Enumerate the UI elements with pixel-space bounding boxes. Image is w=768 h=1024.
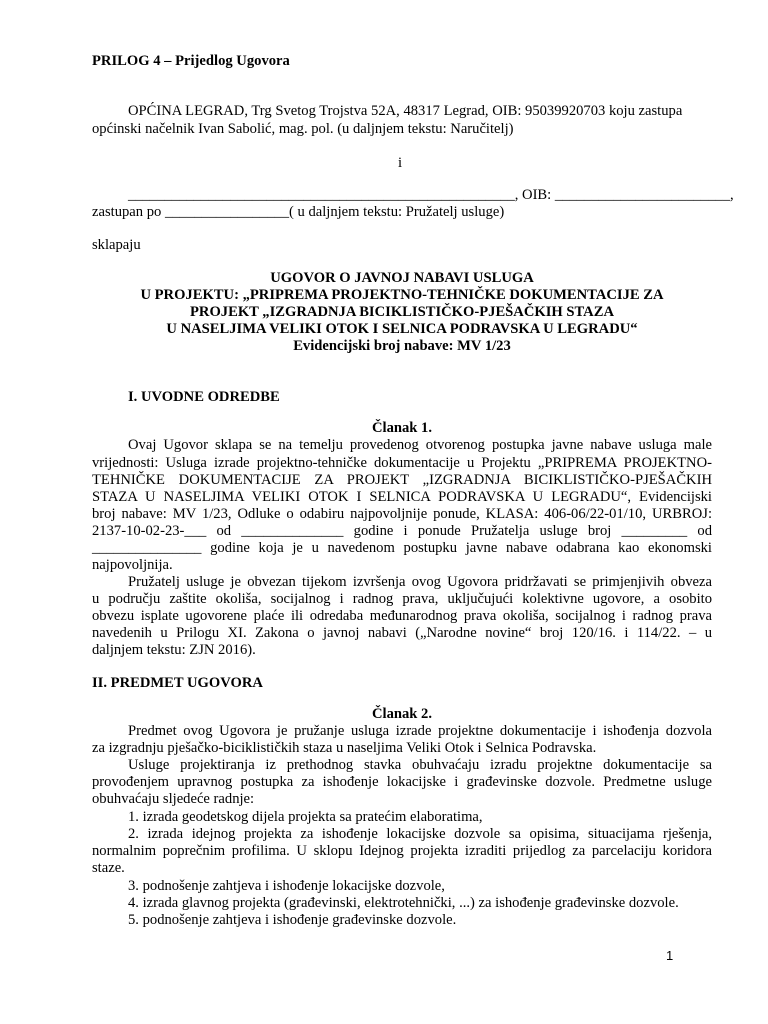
paragraph-line: obvezu isplate ugovorene plaće ili odredaba međunarodnog prava okoliša, socijalnog i radnog prava (92, 608, 712, 624)
paragraph-line: daljnjem tekstu: ZJN 2016). (92, 642, 256, 658)
annex-title: PRILOG 4 – Prijedlog Ugovora (92, 53, 290, 69)
contract-title-line: UGOVOR O JAVNOJ NABAVI USLUGA (270, 270, 534, 286)
list-item: 4. izrada glavnog projekta (građevinski, elektrotehnički, ...) za ishođenje građevinske dozvole. (128, 895, 679, 911)
paragraph-line: Pružatelj usluge je obvezan tijekom izvršenja ovog Ugovora pridržavati se primjenjivih obveza (128, 574, 712, 590)
party1-line: OPĆINA LEGRAD, Trg Svetog Trojstva 52A, 48317 Legrad, OIB: 95039920703 koju zastupa (128, 103, 683, 119)
paragraph-line: navedenih u Prilogu XI. Zakona o javnoj nabavi („Narodne novine“ broj 120/16. i 114/22. – u (92, 625, 712, 641)
contract-title-line: U NASELJIMA VELIKI OTOK I SELNICA PODRAVSKA U LEGRADU“ (166, 321, 638, 337)
paragraph-line: obuhvaćaju sljedeće radnje: (92, 791, 255, 807)
list-item: 2. izrada idejnog projekta za ishođenje lokacijske dozvole sa opisima, situacijama rješenja, (128, 826, 712, 842)
paragraph-line: vrijednosti: Usluga izrade projektno-tehničke dokumentacije u Projektu „PRIPREMA PROJEKTNO- (92, 455, 712, 471)
conjunction: i (398, 155, 403, 171)
paragraph-line: Usluge projektiranja iz prethodnog stavka obuhvaćaju izradu projektne dokumentacije sa (128, 757, 712, 773)
paragraph-line: broj nabave: MV 1/23, Odluke o odabiru najpovoljnije ponude, KLASA: 406-06/22-01/10, URBROJ: (92, 506, 712, 522)
article-heading: Članak 2. (371, 706, 432, 722)
paragraph-line: Ovaj Ugovor sklapa se na temelju provedenog otvorenog postupka javne nabave usluga male (128, 437, 712, 453)
paragraph-line: najpovoljnija. (92, 557, 173, 573)
paragraph-line: Predmet ovog Ugovora je pružanje usluga izrade projektne dokumentacije i ishođenja dozvola (128, 723, 712, 739)
list-item: 3. podnošenje zahtjeva i ishođenje lokacijske dozvole, (128, 878, 445, 894)
article-heading: Članak 1. (371, 420, 432, 436)
contract-title-line: Evidencijski broj nabave: MV 1/23 (293, 338, 511, 354)
list-item: 5. podnošenje zahtjeva i ishođenje građevinske dozvole. (128, 912, 457, 928)
section-heading: I. UVODNE ODREDBE (128, 389, 280, 405)
paragraph-line: _______________ godine koja je u navedenom postupku javne nabave odabrana kao ekonomski (92, 540, 712, 556)
conclude-word: sklapaju (92, 237, 141, 253)
page-number: 1 (666, 948, 674, 963)
list-item: 1. izrada geodetskog dijela projekta sa pratećim elaboratima, (128, 809, 483, 825)
paragraph-line: provođenjem upravnog postupka za ishođenje lokacijske i građevinske dozvole. Predmetne usluge (92, 774, 712, 790)
party1-line: općinski načelnik Ivan Sabolić, mag. pol. (u daljnjem tekstu: Naručitelj) (92, 121, 514, 137)
list-item: staze. (92, 860, 125, 876)
paragraph-line: 2137-10-02-23-___ od ______________ godine i ponude Pružatelja usluge broj _________ od (92, 523, 712, 539)
contract-title-line: PROJEKT „IZGRADNJA BICIKLISTIČKO-PJEŠAČKIH STAZA (190, 304, 614, 320)
contract-title-line: U PROJEKTU: „PRIPREMA PROJEKTNO-TEHNIČKE DOKUMENTACIJE ZA (140, 287, 664, 303)
paragraph-line: STAZA U NASELJIMA VELIKI OTOK I SELNICA PODRAVSKA U LEGRADU“, Evidencijski (92, 489, 712, 505)
paragraph-line: TEHNIČKE DOKUMENTACIJE ZA PROJEKT „IZGRADNJA BICIKLISTIČKO-PJEŠAČKIH (92, 472, 712, 488)
paragraph-line: za izgradnju pješačko-biciklističkih staza u naseljima Veliki Otok i Selnica Podravska. (92, 740, 597, 756)
paragraph-line: u području zaštite okoliša, socijalnog i radnog prava, uključujući kolektivne ugovore, a osobito (92, 591, 712, 607)
party2-line: _____________________________________________________, OIB: ________________________, (128, 187, 734, 203)
party2-line: zastupan po _________________( u daljnjem tekstu: Pružatelj usluge) (92, 204, 505, 220)
section-heading: II. PREDMET UGOVORA (92, 675, 263, 691)
list-item: normalnim poprečnim profilima. U sklopu Idejnog projekta izraditi prijedlog za parcelaciju koridora (92, 843, 712, 859)
